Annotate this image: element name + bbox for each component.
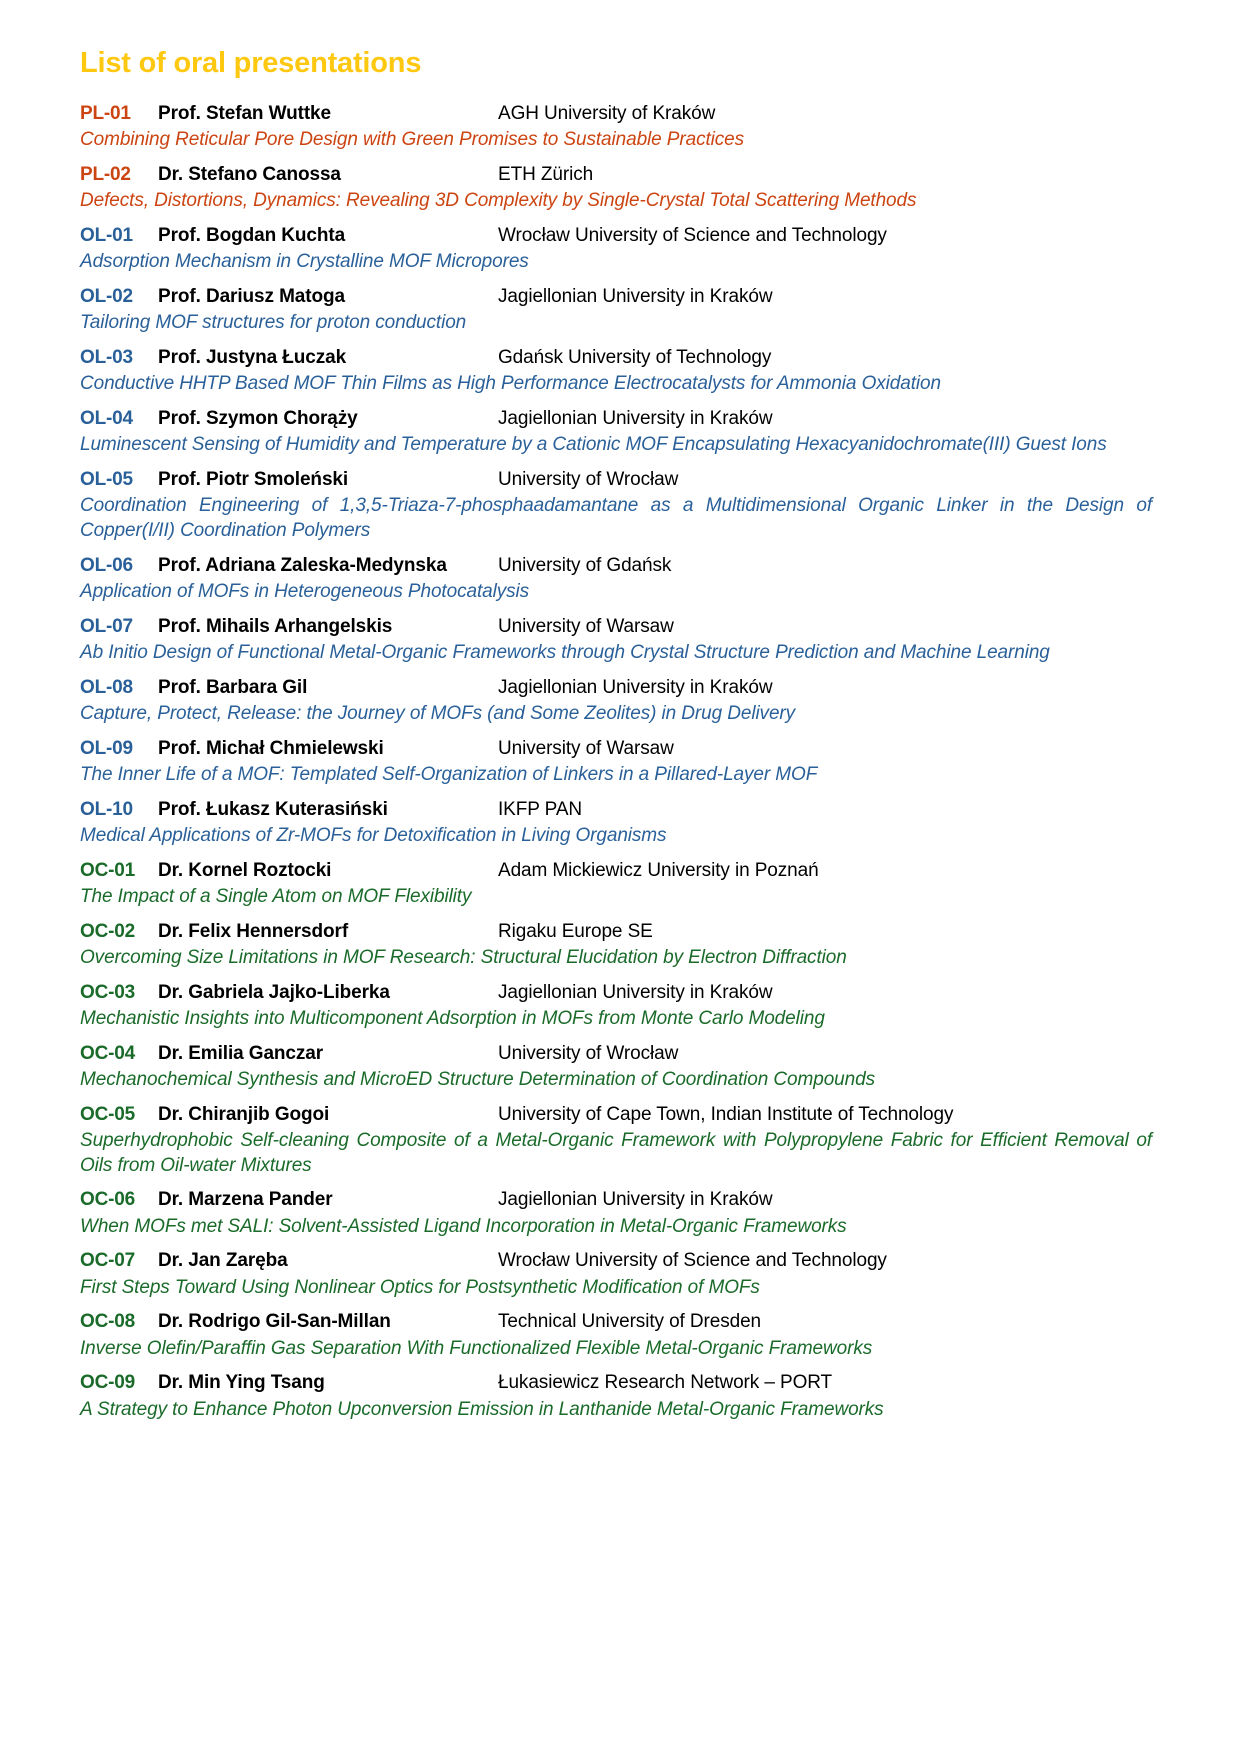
- presentation-speaker: Prof. Łukasz Kuterasiński: [158, 798, 388, 820]
- presentation-talk-title: Overcoming Size Limitations in MOF Research: Structural Elucidation by Electron Diffraction: [80, 946, 847, 968]
- presentation-entry: [80, 798, 1152, 849]
- presentation-entry: [80, 1103, 1152, 1179]
- presentation-affiliation: Jagiellonian University in Kraków: [498, 1189, 773, 1211]
- presentation-affiliation: Adam Mickiewicz University in Poznań: [498, 859, 819, 881]
- presentation-speaker: Prof. Michał Chmielewski: [158, 737, 384, 759]
- presentation-affiliation: University of Wrocław: [498, 1042, 679, 1064]
- presentation-speaker: Dr. Emilia Ganczar: [158, 1042, 324, 1064]
- presentation-affiliation: Gdańsk University of Technology: [498, 346, 772, 368]
- presentation-code: OC-04: [80, 1042, 135, 1064]
- presentation-talk-title: Tailoring MOF structures for proton conduction: [80, 312, 467, 334]
- presentation-header: [80, 1103, 1152, 1127]
- presentation-talk-title: Adsorption Mechanism in Crystalline MOF Micropores: [80, 251, 529, 273]
- presentation-affiliation: Jagiellonian University in Kraków: [498, 981, 773, 1003]
- presentation-speaker: Prof. Barbara Gil: [158, 676, 308, 698]
- presentation-header: [80, 285, 1152, 309]
- presentation-entry: [80, 102, 1152, 153]
- oral-presentations-list: [80, 102, 1152, 1422]
- presentation-header: [80, 554, 1152, 578]
- presentation-talk-title: Combining Reticular Pore Design with Green Promises to Sustainable Practices: [80, 129, 745, 151]
- presentation-code: OL-06: [80, 554, 133, 576]
- presentation-speaker: Prof. Adriana Zaleska-Medynska: [158, 554, 447, 576]
- presentation-code: OL-10: [80, 798, 133, 820]
- presentation-speaker: Dr. Gabriela Jajko-Liberka: [158, 981, 390, 1003]
- presentation-talk-title: Luminescent Sensing of Humidity and Temperature by a Cationic MOF Encapsulating Hexacyanidochromate(III) Guest Ions: [80, 434, 1107, 456]
- presentation-affiliation: University of Gdańsk: [498, 554, 672, 576]
- presentation-entry: [80, 1371, 1152, 1422]
- presentation-speaker: Prof. Bogdan Kuchta: [158, 224, 346, 246]
- presentation-entry: [80, 1188, 1152, 1239]
- presentation-talk-title: When MOFs met SALI: Solvent-Assisted Ligand Incorporation in Metal-Organic Frameworks: [80, 1215, 847, 1237]
- presentation-talk-title: Capture, Protect, Release: the Journey of MOFs (and Some Zeolites) in Drug Delivery: [80, 702, 796, 724]
- presentation-affiliation: Wrocław University of Science and Technology: [498, 224, 887, 246]
- presentation-speaker: Dr. Felix Hennersdorf: [158, 920, 349, 942]
- presentation-talk-title: Application of MOFs in Heterogeneous Photocatalysis: [80, 580, 530, 602]
- presentation-speaker: Dr. Stefano Canossa: [158, 163, 341, 185]
- presentation-header: [80, 224, 1152, 248]
- presentation-header: [80, 163, 1152, 187]
- presentation-code: OL-09: [80, 737, 133, 759]
- presentation-speaker: Dr. Marzena Pander: [158, 1189, 333, 1211]
- presentation-affiliation: ETH Zürich: [498, 163, 594, 185]
- presentation-talk-title: The Inner Life of a MOF: Templated Self-Organization of Linkers in a Pillared-Layer MOF: [80, 763, 818, 785]
- presentation-talk-title: Coordination Engineering of 1,3,5-Triaza-7-phosphaadamantane as a Multidimensional Organic Linker in the Design of Copper(I/II) Coordination Polymers: [80, 495, 1152, 541]
- presentation-affiliation: Technical University of Dresden: [498, 1311, 762, 1333]
- presentation-code: OL-05: [80, 468, 133, 490]
- presentation-header: [80, 676, 1152, 700]
- presentation-entry: [80, 468, 1152, 544]
- presentation-entry: [80, 554, 1152, 605]
- presentation-speaker: Prof. Stefan Wuttke: [158, 102, 331, 124]
- presentation-talk-title: Defects, Distortions, Dynamics: Revealing 3D Complexity by Single-Crystal Total Scattering Methods: [80, 190, 917, 212]
- presentation-speaker: Prof. Szymon Chorąży: [158, 407, 358, 429]
- presentation-affiliation: University of Wrocław: [498, 468, 679, 490]
- presentation-entry: [80, 346, 1152, 397]
- presentation-header: [80, 1188, 1152, 1212]
- presentation-talk-title: Superhydrophobic Self-cleaning Composite of a Metal-Organic Framework with Polypropylene Fabric for Efficient Removal of Oils from Oil-water Mixtures: [80, 1129, 1152, 1176]
- presentation-code: OL-01: [80, 224, 133, 246]
- presentation-talk-title: Ab Initio Design of Functional Metal-Organic Frameworks through Crystal Structure Prediction and Machine Learning: [80, 641, 1050, 663]
- presentation-entry: [80, 1249, 1152, 1300]
- presentation-entry: [80, 981, 1152, 1032]
- presentation-entry: [80, 1310, 1152, 1361]
- presentation-speaker: Dr. Min Ying Tsang: [158, 1372, 325, 1394]
- presentation-talk-title: Conductive HHTP Based MOF Thin Films as High Performance Electrocatalysts for Ammonia Oxidation: [80, 373, 941, 395]
- presentation-affiliation: AGH University of Kraków: [498, 102, 716, 124]
- presentation-talk-title: Medical Applications of Zr-MOFs for Detoxification in Living Organisms: [80, 824, 667, 846]
- presentation-entry: [80, 163, 1152, 214]
- presentation-affiliation: University of Warsaw: [498, 615, 674, 637]
- presentation-code: OL-02: [80, 285, 133, 307]
- presentation-talk-title: The Impact of a Single Atom on MOF Flexibility: [80, 885, 472, 907]
- presentation-header: [80, 798, 1152, 822]
- presentation-speaker: Prof. Mihails Arhangelskis: [158, 615, 393, 637]
- presentation-affiliation: Wrocław University of Science and Technology: [498, 1250, 887, 1272]
- presentation-code: OC-06: [80, 1189, 135, 1211]
- presentation-affiliation: IKFP PAN: [498, 798, 583, 820]
- presentation-code: OC-09: [80, 1372, 135, 1394]
- presentation-header: [80, 468, 1152, 492]
- presentation-header: [80, 407, 1152, 431]
- page-title: List of oral presentations: [80, 47, 422, 79]
- presentation-code: OL-08: [80, 676, 133, 698]
- presentation-code: OC-02: [80, 920, 135, 942]
- presentation-entry: [80, 224, 1152, 275]
- presentation-affiliation: University of Warsaw: [498, 737, 674, 759]
- presentation-affiliation: Łukasiewicz Research Network – PORT: [498, 1372, 833, 1394]
- presentation-speaker: Dr. Chiranjib Gogoi: [158, 1103, 330, 1125]
- presentation-speaker: Prof. Piotr Smoleński: [158, 468, 349, 490]
- presentation-speaker: Dr. Kornel Roztocki: [158, 859, 332, 881]
- presentation-header: [80, 737, 1152, 761]
- presentation-entry: [80, 859, 1152, 910]
- presentation-entry: [80, 676, 1152, 727]
- presentation-header: [80, 1310, 1152, 1334]
- presentation-code: OC-07: [80, 1250, 135, 1272]
- presentation-talk-title: Mechanistic Insights into Multicomponent Adsorption in MOFs from Monte Carlo Modeling: [80, 1007, 825, 1029]
- presentation-affiliation: Jagiellonian University in Kraków: [498, 407, 773, 429]
- presentation-code: OC-01: [80, 859, 135, 881]
- presentation-code: PL-01: [80, 102, 131, 124]
- presentation-code: OL-03: [80, 346, 133, 368]
- presentation-code: OC-05: [80, 1103, 135, 1125]
- presentation-speaker: Prof. Justyna Łuczak: [158, 346, 347, 368]
- presentation-header: [80, 102, 1152, 126]
- presentation-speaker: Dr. Rodrigo Gil-San-Millan: [158, 1311, 391, 1333]
- presentation-speaker: Prof. Dariusz Matoga: [158, 285, 345, 307]
- presentation-affiliation: Jagiellonian University in Kraków: [498, 285, 773, 307]
- presentation-header: [80, 1371, 1152, 1395]
- presentation-talk-title: First Steps Toward Using Nonlinear Optics for Postsynthetic Modification of MOFs: [80, 1276, 760, 1298]
- presentation-entry: [80, 737, 1152, 788]
- presentation-header: [80, 346, 1152, 370]
- presentation-header: [80, 859, 1152, 883]
- presentation-code: OC-03: [80, 981, 135, 1003]
- presentation-affiliation: Rigaku Europe SE: [498, 920, 653, 942]
- presentation-code: OC-08: [80, 1311, 135, 1333]
- presentation-header: [80, 981, 1152, 1005]
- presentation-entry: [80, 1042, 1152, 1093]
- presentation-affiliation: University of Cape Town, Indian Institute of Technology: [498, 1103, 954, 1125]
- presentation-entry: [80, 407, 1152, 458]
- presentation-entry: [80, 615, 1152, 666]
- presentation-entry: [80, 285, 1152, 336]
- presentation-code: OL-07: [80, 615, 133, 637]
- presentation-affiliation: Jagiellonian University in Kraków: [498, 676, 773, 698]
- presentation-header: [80, 1249, 1152, 1273]
- presentation-talk-title: Inverse Olefin/Paraffin Gas Separation With Functionalized Flexible Metal-Organic Frameworks: [80, 1337, 873, 1359]
- presentation-entry: [80, 920, 1152, 971]
- presentation-code: OL-04: [80, 407, 133, 429]
- presentation-header: [80, 920, 1152, 944]
- presentation-header: [80, 615, 1152, 639]
- presentation-code: PL-02: [80, 163, 131, 185]
- presentation-header: [80, 1042, 1152, 1066]
- presentation-talk-title: Mechanochemical Synthesis and MicroED Structure Determination of Coordination Compounds: [80, 1068, 875, 1090]
- presentation-talk-title: A Strategy to Enhance Photon Upconversion Emission in Lanthanide Metal-Organic Frameworks: [80, 1398, 884, 1420]
- presentation-speaker: Dr. Jan Zaręba: [158, 1250, 288, 1272]
